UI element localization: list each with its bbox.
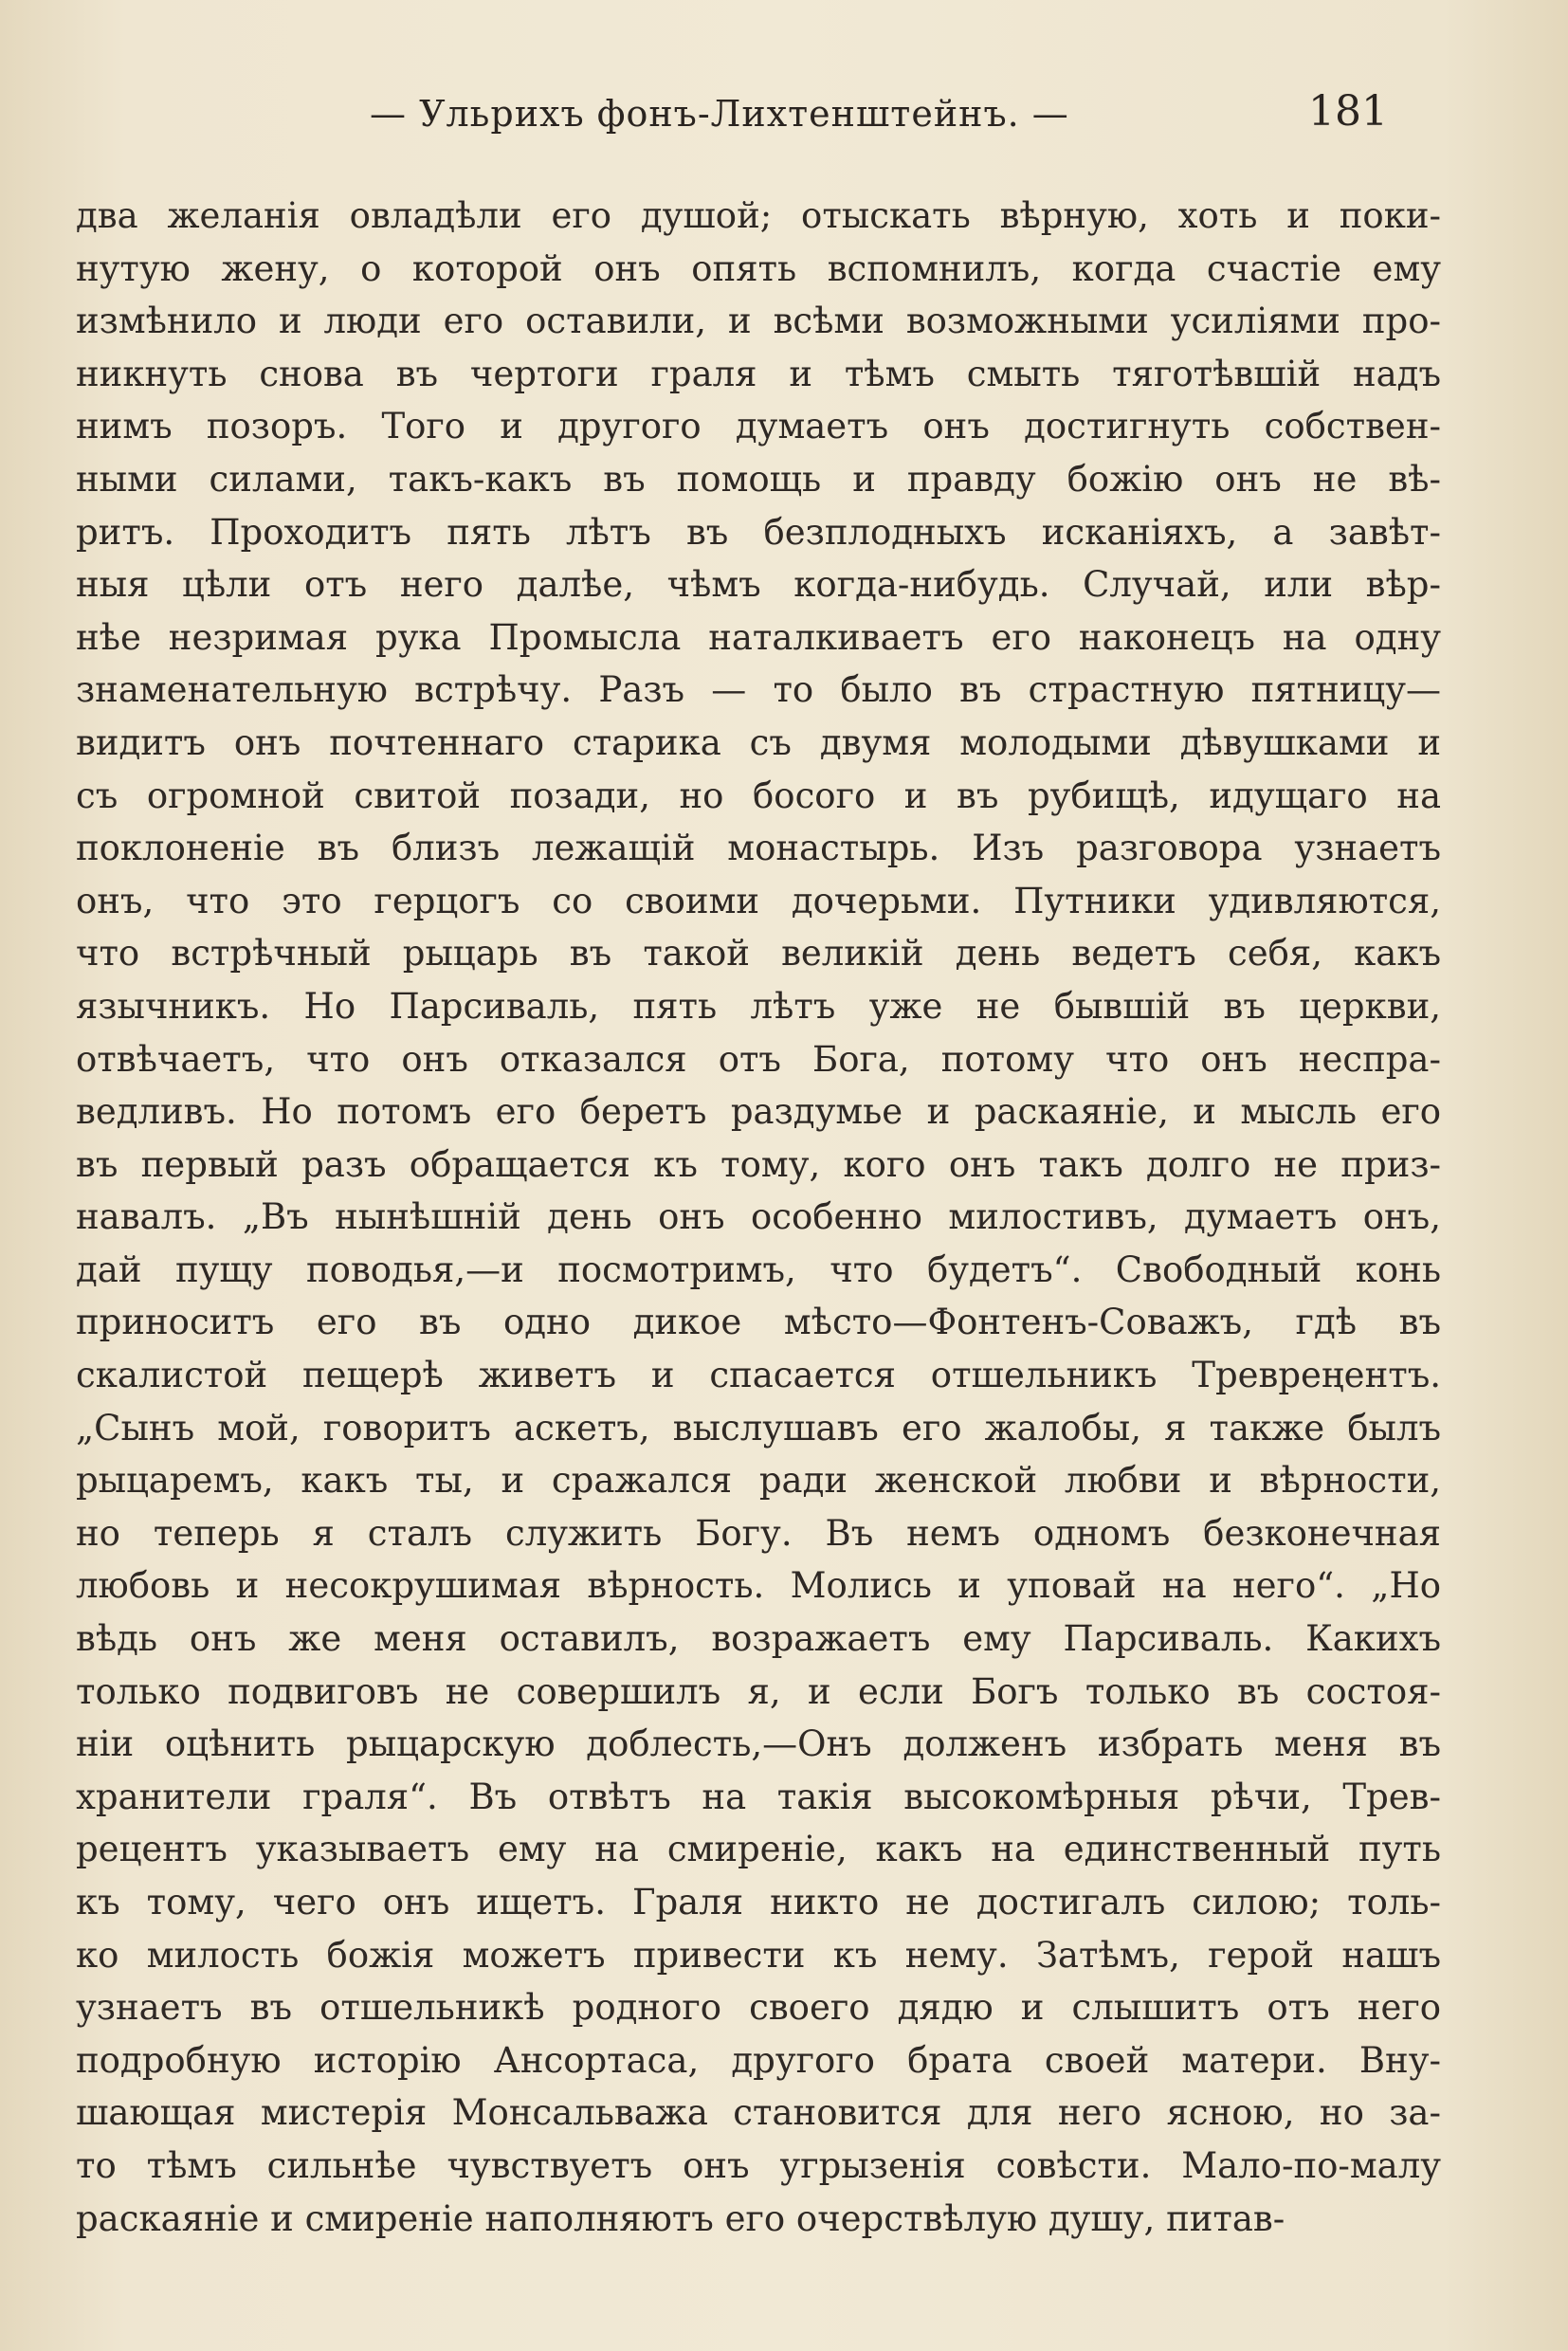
text-line: раскаяніе и смиреніе наполняютъ его очерствѣлую душу, питав- <box>76 2197 1285 2239</box>
text-line: нутую жену, о которой онъ опять вспомнилъ, когда счастіе ему <box>76 247 1441 289</box>
text-line: ніи оцѣнить рыцарскую доблесть,—Онъ долженъ избрать меня въ <box>76 1723 1441 1765</box>
text-line: нѣе незримая рука Промысла наталкиваетъ его наконецъ на одну <box>76 616 1441 658</box>
text-line: рецентъ указываетъ ему на смиреніе, какъ на единственный путь <box>76 1829 1441 1870</box>
page-number: 181 <box>1308 87 1388 136</box>
text-line: скалистой пещерѣ живетъ и спасается отшельникъ Тревреңентъ. <box>76 1355 1441 1396</box>
text-line: хранители граля“. Въ отвѣтъ на такія высокомѣрныя рѣчи, Трев- <box>76 1776 1441 1817</box>
text-line: подробную исторію Ансортаса, другого брата своей матери. Вну- <box>76 2039 1441 2081</box>
text-line: навалъ. „Въ нынѣшній день онъ особенно милостивъ, думаетъ онъ, <box>76 1196 1441 1238</box>
text-line: ныя цѣли отъ него далѣе, чѣмъ когда-нибудь. Случай, или вѣр- <box>76 564 1441 606</box>
text-line: то тѣмъ сильнѣе чувствуетъ онъ угрызенія совѣсти. Мало-по-малу <box>76 2144 1441 2186</box>
text-line: видитъ онъ почтеннаго старика съ двумя молодыми дѣвушками и <box>76 721 1441 763</box>
text-line: ными силами, такъ-какъ въ помощь и правду божію онъ не вѣ- <box>76 458 1441 500</box>
text-line: шающая мистерія Монсальважа становится для него ясною, но за- <box>76 2092 1441 2134</box>
text-line: язычникъ. Но Парсиваль, пять лѣтъ уже не бывшій въ церкви, <box>76 985 1441 1027</box>
text-line: ритъ. Проходитъ пять лѣтъ въ безплодныхъ исканіяхъ, а завѣт- <box>76 511 1441 553</box>
text-line: дай пущу поводья,—и посмотримъ, что будетъ“. Свободный конь <box>76 1248 1441 1290</box>
page-header <box>76 87 1403 144</box>
text-line: измѣнило и люди его оставили, и всѣми возможными усиліями про- <box>76 301 1441 342</box>
text-line: что встрѣчный рыцарь въ такой великій день ведетъ себя, какъ <box>76 933 1441 975</box>
body-text <box>76 190 1441 2245</box>
text-line: вѣдь онъ же меня оставилъ, возражаетъ ему Парсиваль. Какихъ <box>76 1618 1441 1660</box>
text-line: ведливъ. Но потомъ его беретъ раздумье и раскаяніе, и мысль его <box>76 1091 1441 1133</box>
text-line: къ тому, чего онъ ищетъ. Граля никто не достигалъ силою; толь- <box>76 1882 1441 1923</box>
running-title: — Ульрихъ фонъ-Лихтенштейнъ. — <box>370 93 1069 135</box>
text-line: рыцаремъ, какъ ты, и сражался ради женской любви и вѣрности, <box>76 1460 1441 1502</box>
text-line: ко милость божія можетъ привести къ нему. Затѣмъ, герой нашъ <box>76 1934 1441 1976</box>
text-line: съ огромной свитой позади, но босого и въ рубищѣ, идущаго на <box>76 775 1441 816</box>
text-line: нимъ позоръ. Того и другого думаетъ онъ достигнуть собствен- <box>76 406 1441 447</box>
text-line: только подвиговъ не совершилъ я, и если Богъ только въ состоя- <box>76 1670 1441 1712</box>
text-line: узнаетъ въ отшельникѣ родного своего дядю и слышитъ отъ него <box>76 1987 1441 2029</box>
text-line: любовь и несокрушимая вѣрность. Молись и уповай на него“. „Но <box>76 1565 1441 1607</box>
text-line: знаменательную встрѣчу. Разъ — то было въ страстную пятницу— <box>76 669 1441 711</box>
text-line: но теперь я сталъ служить Богу. Въ немъ одномъ безконечная <box>76 1512 1441 1554</box>
text-line: поклоненіе въ близъ лежащій монастырь. Изъ разговора узнаетъ <box>76 828 1441 869</box>
text-line: въ первый разъ обращается къ тому, кого онъ такъ долго не приз- <box>76 1143 1441 1185</box>
text-line: два желанія овладѣли его душой; отыскать вѣрную, хоть и поки- <box>76 195 1441 236</box>
text-line: онъ, что это герцогъ со своими дочерьми. Путники удивляются, <box>76 880 1441 921</box>
text-line: никнуть снова въ чертоги граля и тѣмъ смыть тяготѣвшій надъ <box>76 353 1441 394</box>
text-line: отвѣчаетъ, что онъ отказался отъ Бога, потому что онъ неспра- <box>76 1038 1441 1080</box>
text-line: приноситъ его въ одно дикое мѣсто—Фонтенъ-Соважъ, гдѣ въ <box>76 1302 1441 1343</box>
text-line: „Сынъ мой, говоритъ аскетъ, выслушавъ его жалобы, я также былъ <box>76 1407 1441 1449</box>
